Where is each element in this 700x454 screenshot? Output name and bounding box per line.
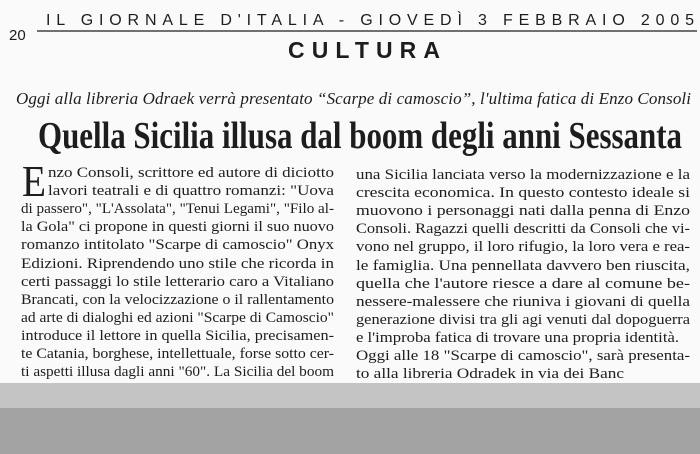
left-column-line: ti aspetti illusa dagli anni "60". La Sicilia del boom [21,364,335,380]
left-column [21,157,335,380]
left-column-line: Brancati, con la velocizzazione o il rallentamento [21,292,334,308]
scan-edge [0,383,700,454]
right-column-line: Consoli. Ragazzi quelli descritti da Consoli che vi- [356,221,690,237]
left-column-line: certi passaggi lo stile letterario caro a Vitaliano [21,274,334,290]
masthead-line: IL GIORNALE D'ITALIA - GIOVEDÌ 3 FEBBRAIO 2005 [46,12,694,29]
left-column-line: te Catania, borghese, intellettuale, forse sotto cer- [21,346,335,362]
left-column-line: romanzo intitolato "Scarpe di camoscio" Onyx [21,237,335,253]
right-column-line: muovono i personaggi nati dalla penna di Enzo [356,203,690,219]
drop-cap: E [22,157,46,206]
right-column-line: e l'improba fatica di trovare una propria identità. [356,330,679,346]
right-column-line: nessere-malessere che riuniva i giovani di quella [356,294,691,310]
left-column-line: di passero", "L'Assolata", "Tenui Legami", "Filo al- [21,201,335,217]
right-column-line: vono nel gruppo, il loro rifugio, la loro vera e rea- [356,239,691,255]
right-column-line: una Sicilia lanciata verso la modernizzazione e la [356,167,691,183]
right-column-line: le famiglia. Una pennellata davvero ben riuscita, [356,258,690,274]
left-column-line: lavori teatrali e di quattro romanzi: "Uova [48,183,335,199]
page-number: 20 [9,27,26,44]
left-column-line: Edizioni. Riprendendo uno stile che ricorda in [21,256,335,272]
article-kicker: Oggi alla libreria Odraek verrà presentato “Scarpe di camoscio”, l'ultima fatica di Enzo Consoli [16,89,691,108]
right-column-line: to alla libreria Odradek in via dei Banc [356,366,625,382]
left-column-line: ad arte di dialoghi ed azioni "Scarpe di Camoscio" [21,310,335,326]
left-column-line: introduce il lettore in quella Sicilia, precisamen- [21,328,335,344]
right-column-line: Oggi alle 18 "Scarpe di camoscio", sarà presenta- [356,348,691,364]
right-column-line: generazione divisi tra gli agi venuti dal dopoguerra [356,312,691,328]
left-column-line: nzo Consoli, scrittore ed autore di diciotto [48,165,334,181]
section-heading: CULTURA [288,37,440,63]
article-titles [16,89,691,157]
right-column-line: crescita economica. In questo contesto ideale si [356,185,690,201]
right-column-line: quella che l'autore riesce a dare al comune be- [356,276,691,292]
left-column-line: la Gola" ci propone in questi giorni il suo nuovo [21,219,334,235]
scan-edge-light [0,383,700,408]
article-headline: Quella Sicilia illusa dal boom degli anni Sessanta [38,115,682,157]
